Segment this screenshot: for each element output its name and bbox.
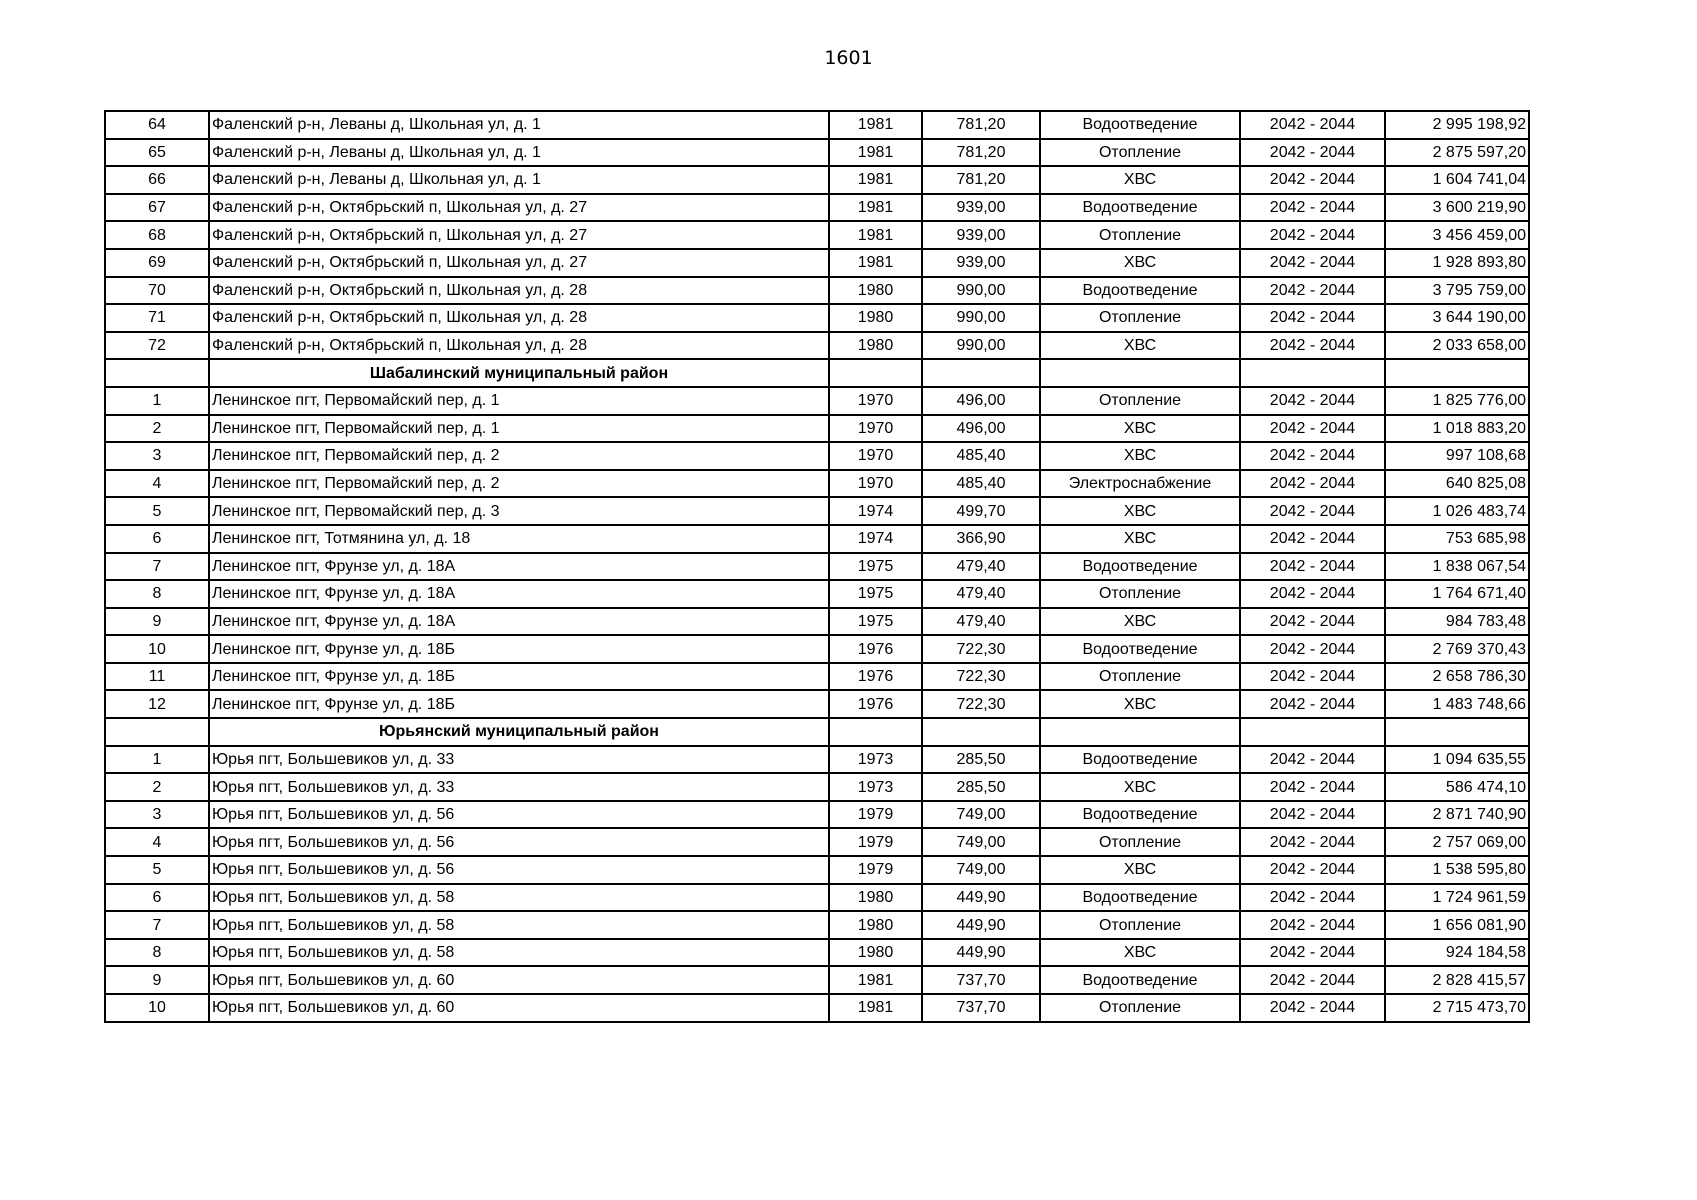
area-cell: 722,30	[922, 663, 1040, 691]
address-cell: Ленинское пгт, Фрунзе ул, д. 18А	[209, 608, 829, 636]
address-cell: Фаленский р-н, Октябрьский п, Школьная ул, д. 27	[209, 249, 829, 277]
table-row	[105, 773, 1529, 801]
year-built-cell: 1976	[829, 663, 922, 691]
table-row	[105, 580, 1529, 608]
empty-cell	[105, 359, 209, 387]
address-cell: Юрья пгт, Большевиков ул, д. 60	[209, 966, 829, 994]
cost-cell: 984 783,48	[1385, 608, 1529, 636]
row-number: 2	[105, 415, 209, 443]
table-row	[105, 442, 1529, 470]
row-number: 4	[105, 828, 209, 856]
area-cell: 485,40	[922, 442, 1040, 470]
year-built-cell: 1981	[829, 111, 922, 139]
address-cell: Юрья пгт, Большевиков ул, д. 58	[209, 884, 829, 912]
empty-cell	[1385, 359, 1529, 387]
row-number: 70	[105, 277, 209, 305]
period-cell: 2042 - 2044	[1240, 166, 1385, 194]
row-number: 71	[105, 304, 209, 332]
row-number: 10	[105, 994, 209, 1022]
address-cell: Юрья пгт, Большевиков ул, д. 58	[209, 939, 829, 967]
empty-cell	[105, 718, 209, 746]
table-row	[105, 470, 1529, 498]
table-row	[105, 111, 1529, 139]
period-cell: 2042 - 2044	[1240, 939, 1385, 967]
work-type-cell: Водоотведение	[1040, 966, 1240, 994]
table-row	[105, 608, 1529, 636]
row-number: 9	[105, 608, 209, 636]
period-cell: 2042 - 2044	[1240, 525, 1385, 553]
year-built-cell: 1976	[829, 635, 922, 663]
row-number: 4	[105, 470, 209, 498]
row-number: 6	[105, 525, 209, 553]
row-number: 1	[105, 746, 209, 774]
address-cell: Фаленский р-н, Октябрьский п, Школьная ул, д. 28	[209, 332, 829, 360]
work-type-cell: Электроснабжение	[1040, 470, 1240, 498]
cost-cell: 2 871 740,90	[1385, 801, 1529, 829]
table-row	[105, 166, 1529, 194]
period-cell: 2042 - 2044	[1240, 773, 1385, 801]
work-type-cell: Отопление	[1040, 304, 1240, 332]
cost-cell: 3 644 190,00	[1385, 304, 1529, 332]
period-cell: 2042 - 2044	[1240, 277, 1385, 305]
area-cell: 479,40	[922, 553, 1040, 581]
year-built-cell: 1974	[829, 525, 922, 553]
table-row	[105, 497, 1529, 525]
period-cell: 2042 - 2044	[1240, 746, 1385, 774]
area-cell: 285,50	[922, 746, 1040, 774]
cost-cell: 1 604 741,04	[1385, 166, 1529, 194]
work-type-cell: Водоотведение	[1040, 194, 1240, 222]
area-cell: 749,00	[922, 801, 1040, 829]
row-number: 5	[105, 856, 209, 884]
work-type-cell: ХВС	[1040, 166, 1240, 194]
work-type-cell: Водоотведение	[1040, 277, 1240, 305]
work-type-cell: Отопление	[1040, 387, 1240, 415]
cost-cell: 1 764 671,40	[1385, 580, 1529, 608]
cost-cell: 640 825,08	[1385, 470, 1529, 498]
work-type-cell: ХВС	[1040, 939, 1240, 967]
table-row	[105, 856, 1529, 884]
work-type-cell: Водоотведение	[1040, 884, 1240, 912]
period-cell: 2042 - 2044	[1240, 994, 1385, 1022]
row-number: 66	[105, 166, 209, 194]
work-type-cell: ХВС	[1040, 415, 1240, 443]
address-cell: Фаленский р-н, Октябрьский п, Школьная ул, д. 28	[209, 277, 829, 305]
period-cell: 2042 - 2044	[1240, 221, 1385, 249]
empty-cell	[829, 359, 922, 387]
table-row	[105, 221, 1529, 249]
year-built-cell: 1970	[829, 415, 922, 443]
work-type-cell: Отопление	[1040, 663, 1240, 691]
row-number: 6	[105, 884, 209, 912]
cost-cell: 1 825 776,00	[1385, 387, 1529, 415]
empty-cell	[922, 718, 1040, 746]
work-type-cell: Отопление	[1040, 828, 1240, 856]
empty-cell	[1040, 718, 1240, 746]
area-cell: 749,00	[922, 828, 1040, 856]
section-header-row	[105, 359, 1529, 387]
year-built-cell: 1979	[829, 801, 922, 829]
row-number: 7	[105, 911, 209, 939]
area-cell: 737,70	[922, 994, 1040, 1022]
address-cell: Фаленский р-н, Леваны д, Школьная ул, д. 1	[209, 111, 829, 139]
period-cell: 2042 - 2044	[1240, 911, 1385, 939]
period-cell: 2042 - 2044	[1240, 801, 1385, 829]
row-number: 9	[105, 966, 209, 994]
cost-cell: 924 184,58	[1385, 939, 1529, 967]
address-cell: Юрья пгт, Большевиков ул, д. 56	[209, 801, 829, 829]
period-cell: 2042 - 2044	[1240, 415, 1385, 443]
area-cell: 990,00	[922, 332, 1040, 360]
row-number: 67	[105, 194, 209, 222]
address-cell: Фаленский р-н, Леваны д, Школьная ул, д. 1	[209, 166, 829, 194]
year-built-cell: 1980	[829, 277, 922, 305]
section-title: Юрьянский муниципальный район	[209, 718, 829, 746]
table-body	[105, 111, 1529, 1022]
period-cell: 2042 - 2044	[1240, 608, 1385, 636]
period-cell: 2042 - 2044	[1240, 663, 1385, 691]
table-row	[105, 249, 1529, 277]
area-cell: 485,40	[922, 470, 1040, 498]
work-type-cell: Водоотведение	[1040, 746, 1240, 774]
address-cell: Ленинское пгт, Первомайский пер, д. 2	[209, 442, 829, 470]
table-row	[105, 801, 1529, 829]
address-cell: Юрья пгт, Большевиков ул, д. 56	[209, 828, 829, 856]
row-number: 8	[105, 580, 209, 608]
area-cell: 939,00	[922, 249, 1040, 277]
cost-cell: 1 538 595,80	[1385, 856, 1529, 884]
table-row	[105, 304, 1529, 332]
area-cell: 990,00	[922, 277, 1040, 305]
row-number: 1	[105, 387, 209, 415]
area-cell: 479,40	[922, 608, 1040, 636]
address-cell: Фаленский р-н, Леваны д, Школьная ул, д. 1	[209, 139, 829, 167]
table-row	[105, 139, 1529, 167]
period-cell: 2042 - 2044	[1240, 304, 1385, 332]
year-built-cell: 1981	[829, 249, 922, 277]
address-cell: Юрья пгт, Большевиков ул, д. 56	[209, 856, 829, 884]
year-built-cell: 1981	[829, 194, 922, 222]
year-built-cell: 1980	[829, 939, 922, 967]
table-row	[105, 994, 1529, 1022]
period-cell: 2042 - 2044	[1240, 690, 1385, 718]
table-row	[105, 911, 1529, 939]
address-cell: Юрья пгт, Большевиков ул, д. 58	[209, 911, 829, 939]
housing-repair-table	[104, 110, 1530, 1023]
row-number: 10	[105, 635, 209, 663]
cost-cell: 997 108,68	[1385, 442, 1529, 470]
cost-cell: 1 838 067,54	[1385, 553, 1529, 581]
year-built-cell: 1970	[829, 387, 922, 415]
area-cell: 722,30	[922, 635, 1040, 663]
cost-cell: 3 795 759,00	[1385, 277, 1529, 305]
address-cell: Ленинское пгт, Фрунзе ул, д. 18Б	[209, 690, 829, 718]
area-cell: 781,20	[922, 111, 1040, 139]
work-type-cell: Отопление	[1040, 911, 1240, 939]
year-built-cell: 1974	[829, 497, 922, 525]
work-type-cell: Отопление	[1040, 580, 1240, 608]
table-row	[105, 746, 1529, 774]
row-number: 3	[105, 442, 209, 470]
row-number: 68	[105, 221, 209, 249]
area-cell: 449,90	[922, 911, 1040, 939]
work-type-cell: ХВС	[1040, 525, 1240, 553]
year-built-cell: 1980	[829, 304, 922, 332]
address-cell: Ленинское пгт, Фрунзе ул, д. 18А	[209, 580, 829, 608]
year-built-cell: 1981	[829, 166, 922, 194]
table-row	[105, 194, 1529, 222]
work-type-cell: ХВС	[1040, 249, 1240, 277]
work-type-cell: Водоотведение	[1040, 801, 1240, 829]
year-built-cell: 1970	[829, 442, 922, 470]
work-type-cell: ХВС	[1040, 332, 1240, 360]
period-cell: 2042 - 2044	[1240, 139, 1385, 167]
address-cell: Фаленский р-н, Октябрьский п, Школьная ул, д. 28	[209, 304, 829, 332]
year-built-cell: 1975	[829, 580, 922, 608]
period-cell: 2042 - 2044	[1240, 966, 1385, 994]
row-number: 69	[105, 249, 209, 277]
period-cell: 2042 - 2044	[1240, 856, 1385, 884]
row-number: 12	[105, 690, 209, 718]
area-cell: 499,70	[922, 497, 1040, 525]
address-cell: Ленинское пгт, Тотмянина ул, д. 18	[209, 525, 829, 553]
cost-cell: 2 715 473,70	[1385, 994, 1529, 1022]
cost-cell: 2 828 415,57	[1385, 966, 1529, 994]
area-cell: 781,20	[922, 139, 1040, 167]
table-row	[105, 387, 1529, 415]
table-row	[105, 690, 1529, 718]
address-cell: Юрья пгт, Большевиков ул, д. 60	[209, 994, 829, 1022]
cost-cell: 1 483 748,66	[1385, 690, 1529, 718]
cost-cell: 2 658 786,30	[1385, 663, 1529, 691]
cost-cell: 2 995 198,92	[1385, 111, 1529, 139]
period-cell: 2042 - 2044	[1240, 580, 1385, 608]
row-number: 11	[105, 663, 209, 691]
area-cell: 781,20	[922, 166, 1040, 194]
empty-cell	[1240, 718, 1385, 746]
area-cell: 939,00	[922, 194, 1040, 222]
area-cell: 749,00	[922, 856, 1040, 884]
cost-cell: 2 875 597,20	[1385, 139, 1529, 167]
address-cell: Ленинское пгт, Первомайский пер, д. 3	[209, 497, 829, 525]
table-row	[105, 553, 1529, 581]
area-cell: 285,50	[922, 773, 1040, 801]
area-cell: 366,90	[922, 525, 1040, 553]
area-cell: 449,90	[922, 939, 1040, 967]
cost-cell: 753 685,98	[1385, 525, 1529, 553]
cost-cell: 2 769 370,43	[1385, 635, 1529, 663]
row-number: 5	[105, 497, 209, 525]
period-cell: 2042 - 2044	[1240, 497, 1385, 525]
work-type-cell: Водоотведение	[1040, 111, 1240, 139]
table-row	[105, 884, 1529, 912]
work-type-cell: Отопление	[1040, 139, 1240, 167]
row-number: 65	[105, 139, 209, 167]
year-built-cell: 1980	[829, 332, 922, 360]
address-cell: Ленинское пгт, Первомайский пер, д. 1	[209, 415, 829, 443]
table-row	[105, 635, 1529, 663]
work-type-cell: Отопление	[1040, 221, 1240, 249]
period-cell: 2042 - 2044	[1240, 332, 1385, 360]
address-cell: Ленинское пгт, Фрунзе ул, д. 18Б	[209, 635, 829, 663]
address-cell: Юрья пгт, Большевиков ул, д. 33	[209, 746, 829, 774]
period-cell: 2042 - 2044	[1240, 553, 1385, 581]
address-cell: Фаленский р-н, Октябрьский п, Школьная ул, д. 27	[209, 194, 829, 222]
year-built-cell: 1973	[829, 746, 922, 774]
period-cell: 2042 - 2044	[1240, 194, 1385, 222]
year-built-cell: 1980	[829, 911, 922, 939]
address-cell: Ленинское пгт, Фрунзе ул, д. 18Б	[209, 663, 829, 691]
area-cell: 722,30	[922, 690, 1040, 718]
table-row	[105, 332, 1529, 360]
row-number: 7	[105, 553, 209, 581]
cost-cell: 1 094 635,55	[1385, 746, 1529, 774]
cost-cell: 1 018 883,20	[1385, 415, 1529, 443]
cost-cell: 2 033 658,00	[1385, 332, 1529, 360]
period-cell: 2042 - 2044	[1240, 635, 1385, 663]
cost-cell: 3 600 219,90	[1385, 194, 1529, 222]
row-number: 3	[105, 801, 209, 829]
work-type-cell: ХВС	[1040, 773, 1240, 801]
empty-cell	[829, 718, 922, 746]
work-type-cell: Отопление	[1040, 994, 1240, 1022]
work-type-cell: ХВС	[1040, 690, 1240, 718]
table-row	[105, 939, 1529, 967]
year-built-cell: 1981	[829, 966, 922, 994]
area-cell: 496,00	[922, 415, 1040, 443]
period-cell: 2042 - 2044	[1240, 470, 1385, 498]
period-cell: 2042 - 2044	[1240, 828, 1385, 856]
row-number: 64	[105, 111, 209, 139]
empty-cell	[1385, 718, 1529, 746]
year-built-cell: 1980	[829, 884, 922, 912]
work-type-cell: ХВС	[1040, 442, 1240, 470]
area-cell: 449,90	[922, 884, 1040, 912]
table-row	[105, 415, 1529, 443]
row-number: 72	[105, 332, 209, 360]
table-row	[105, 828, 1529, 856]
cost-cell: 586 474,10	[1385, 773, 1529, 801]
year-built-cell: 1975	[829, 608, 922, 636]
area-cell: 990,00	[922, 304, 1040, 332]
page-number: 1601	[824, 47, 873, 69]
area-cell: 479,40	[922, 580, 1040, 608]
address-cell: Юрья пгт, Большевиков ул, д. 33	[209, 773, 829, 801]
period-cell: 2042 - 2044	[1240, 387, 1385, 415]
period-cell: 2042 - 2044	[1240, 111, 1385, 139]
cost-cell: 1 724 961,59	[1385, 884, 1529, 912]
empty-cell	[1040, 359, 1240, 387]
year-built-cell: 1981	[829, 221, 922, 249]
row-number: 2	[105, 773, 209, 801]
empty-cell	[1240, 359, 1385, 387]
year-built-cell: 1981	[829, 994, 922, 1022]
address-cell: Ленинское пгт, Фрунзе ул, д. 18А	[209, 553, 829, 581]
work-type-cell: ХВС	[1040, 856, 1240, 884]
year-built-cell: 1975	[829, 553, 922, 581]
table-row	[105, 525, 1529, 553]
table-row	[105, 966, 1529, 994]
work-type-cell: ХВС	[1040, 497, 1240, 525]
period-cell: 2042 - 2044	[1240, 249, 1385, 277]
section-header-row	[105, 718, 1529, 746]
cost-cell: 1 026 483,74	[1385, 497, 1529, 525]
year-built-cell: 1981	[829, 139, 922, 167]
row-number: 8	[105, 939, 209, 967]
cost-cell: 2 757 069,00	[1385, 828, 1529, 856]
year-built-cell: 1979	[829, 828, 922, 856]
cost-cell: 3 456 459,00	[1385, 221, 1529, 249]
area-cell: 496,00	[922, 387, 1040, 415]
section-title: Шабалинский муниципальный район	[209, 359, 829, 387]
year-built-cell: 1970	[829, 470, 922, 498]
address-cell: Фаленский р-н, Октябрьский п, Школьная ул, д. 27	[209, 221, 829, 249]
table-row	[105, 277, 1529, 305]
period-cell: 2042 - 2044	[1240, 442, 1385, 470]
address-cell: Ленинское пгт, Первомайский пер, д. 2	[209, 470, 829, 498]
work-type-cell: Водоотведение	[1040, 635, 1240, 663]
year-built-cell: 1973	[829, 773, 922, 801]
cost-cell: 1 928 893,80	[1385, 249, 1529, 277]
table-row	[105, 663, 1529, 691]
year-built-cell: 1976	[829, 690, 922, 718]
year-built-cell: 1979	[829, 856, 922, 884]
address-cell: Ленинское пгт, Первомайский пер, д. 1	[209, 387, 829, 415]
period-cell: 2042 - 2044	[1240, 884, 1385, 912]
area-cell: 939,00	[922, 221, 1040, 249]
work-type-cell: ХВС	[1040, 608, 1240, 636]
area-cell: 737,70	[922, 966, 1040, 994]
work-type-cell: Водоотведение	[1040, 553, 1240, 581]
cost-cell: 1 656 081,90	[1385, 911, 1529, 939]
empty-cell	[922, 359, 1040, 387]
